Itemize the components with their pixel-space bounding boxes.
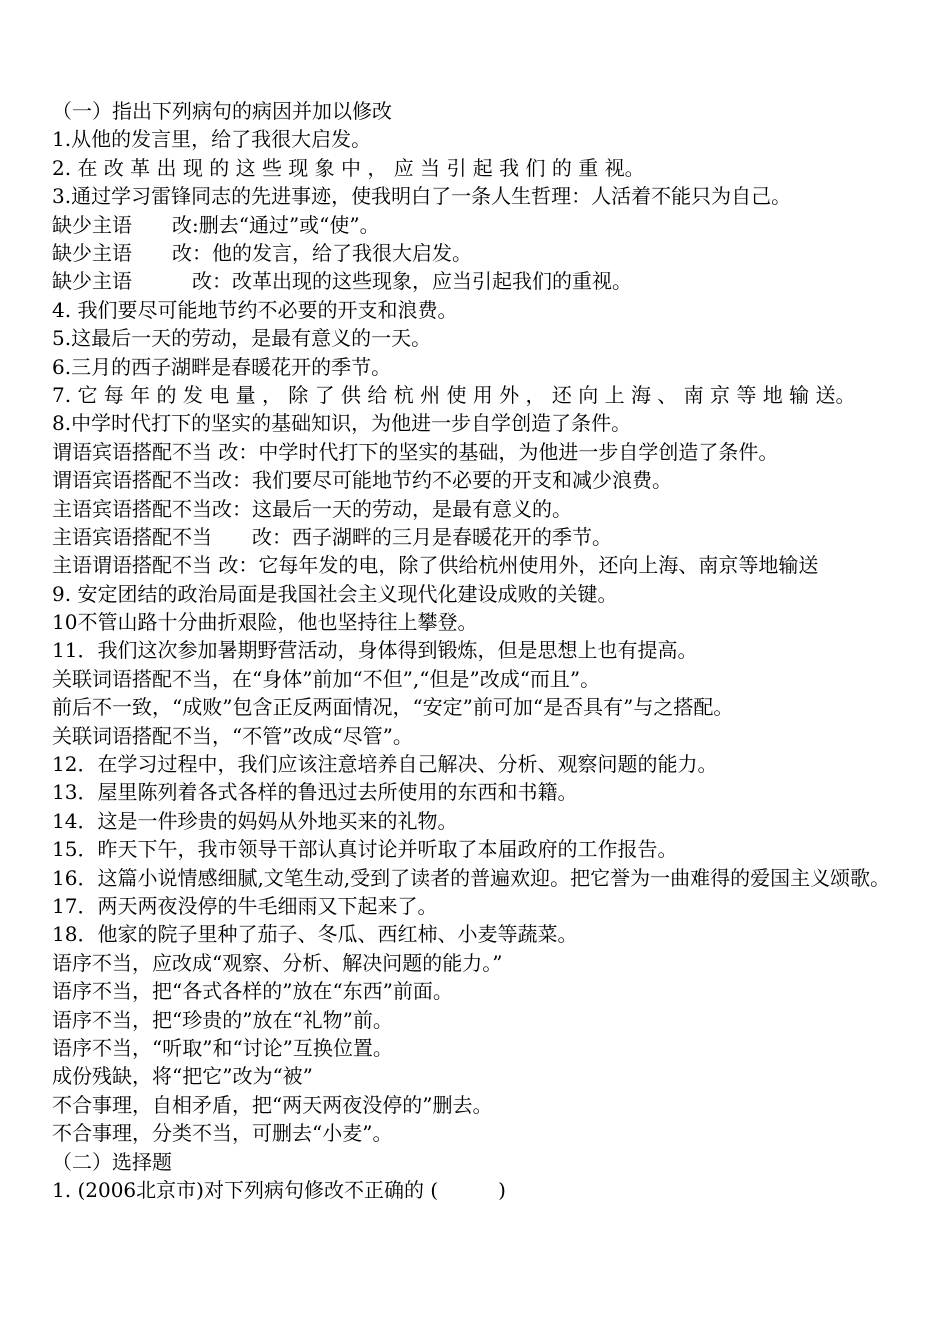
text-line: 12．在学习过程中，我们应该注意培养自己解决、分析、观察问题的能力。	[52, 752, 718, 777]
text-line: 不合事理，分类不当，可删去“小麦”。	[52, 1121, 393, 1146]
text-line: 4. 我们要尽可能地节约不必要的开支和浪费。	[52, 297, 458, 322]
text-line: 谓语宾语搭配不当改：我们要尽可能地节约不必要的开支和减少浪费。	[52, 468, 672, 493]
text-line: 1.从他的发言里，给了我很大启发。	[52, 127, 372, 152]
text-line: 16．这篇小说情感细腻,文笔生动,受到了读者的普遍欢迎。把它誉为一曲难得的爱国主义颂歌。	[52, 865, 891, 890]
text-line: 缺少主语 改:删去“通过”或“使”。	[52, 212, 380, 237]
text-line: 5.这最后一天的劳动，是最有意义的一天。	[52, 326, 432, 351]
text-line: 主语宾语搭配不当改：这最后一天的劳动，是最有意义的。	[52, 496, 572, 521]
text-line: 语序不当，把“各式各样的”放在“东西”前面。	[52, 979, 453, 1004]
text-line: 缺少主语 改：他的发言，给了我很大启发。	[52, 240, 472, 265]
text-line: 主语宾语搭配不当 改：西子湖畔的三月是春暖花开的季节。	[52, 524, 612, 549]
text-line: 6.三月的西子湖畔是春暖花开的季节。	[52, 354, 392, 379]
text-line: 10不管山路十分曲折艰险，他也坚持往上攀登。	[52, 610, 478, 635]
section-title: （二）选择题	[52, 1149, 172, 1174]
text-line: 3.通过学习雷锋同志的先进事迹，使我明白了一条人生哲理：人活着不能只为自己。	[52, 184, 792, 209]
text-line: 关联词语搭配不当，“不管”改成“尽管”。	[52, 723, 413, 748]
text-line: 13．屋里陈列着各式各样的鲁迅过去所使用的东西和书籍。	[52, 780, 578, 805]
text-line: 谓语宾语搭配不当 改：中学时代打下的坚实的基础，为他进一步自学创造了条件。	[52, 439, 779, 464]
text-line: 语序不当，“听取”和“讨论”互换位置。	[52, 1035, 393, 1060]
text-line: 11．我们这次参加暑期野营活动，身体得到锻炼，但是思想上也有提高。	[52, 638, 698, 663]
text-line: 9. 安定团结的政治局面是我国社会主义现代化建设成败的关键。	[52, 581, 618, 606]
text-line: 关联词语搭配不当，在“身体”前加“不但”,“但是”改成“而且”。	[52, 666, 601, 691]
text-line: 成份残缺，将“把它”改为“被”	[52, 1064, 313, 1089]
text-line: 前后不一致，“成败”包含正反两面情况，“安定”前可加“是否具有”与之搭配。	[52, 695, 734, 720]
text-line: 17．两天两夜没停的牛毛细雨又下起来了。	[52, 893, 438, 918]
text-line: 8.中学时代打下的坚实的基础知识，为他进一步自学创造了条件。	[52, 411, 632, 436]
document-page	[52, 97, 900, 1204]
text-line: 缺少主语 改：改革出现的这些现象，应当引起我们的重视。	[52, 269, 632, 294]
text-line: 不合事理，自相矛盾，把“两天两夜没停的”删去。	[52, 1092, 493, 1117]
question-line: 1. (2006北京市)对下列病句修改不正确的 ( )	[52, 1177, 506, 1202]
section-title: （一）指出下列病句的病因并加以修改	[52, 99, 392, 123]
text-line: 语序不当，把“珍贵的”放在“礼物”前。	[52, 1007, 393, 1032]
text-line: 2. 在 改 革 出 现 的 这 些 现 象 中 ， 应 当 引 起 我 们 的 重 视。	[52, 155, 645, 180]
text-line: 15．昨天下午，我市领导干部认真讨论并听取了本届政府的工作报告。	[52, 837, 678, 862]
text-line: 18．他家的院子里种了茄子、冬瓜、西红柿、小麦等蔬菜。	[52, 922, 578, 947]
text-line: 主语谓语搭配不当 改：它每年发的电，除了供给杭州使用外，还向上海、南京等地输送	[52, 553, 819, 578]
text-line: 7. 它 每 年 的 发 电 量 ， 除 了 供 给 杭 州 使 用 外 ， 还 向 上 海 、 南 京 等 地 输 送。	[52, 382, 856, 407]
text-line: 14．这是一件珍贵的妈妈从外地买来的礼物。	[52, 808, 458, 833]
text-line: 语序不当，应改成“观察、分析、解决问题的能力。”	[52, 950, 503, 975]
